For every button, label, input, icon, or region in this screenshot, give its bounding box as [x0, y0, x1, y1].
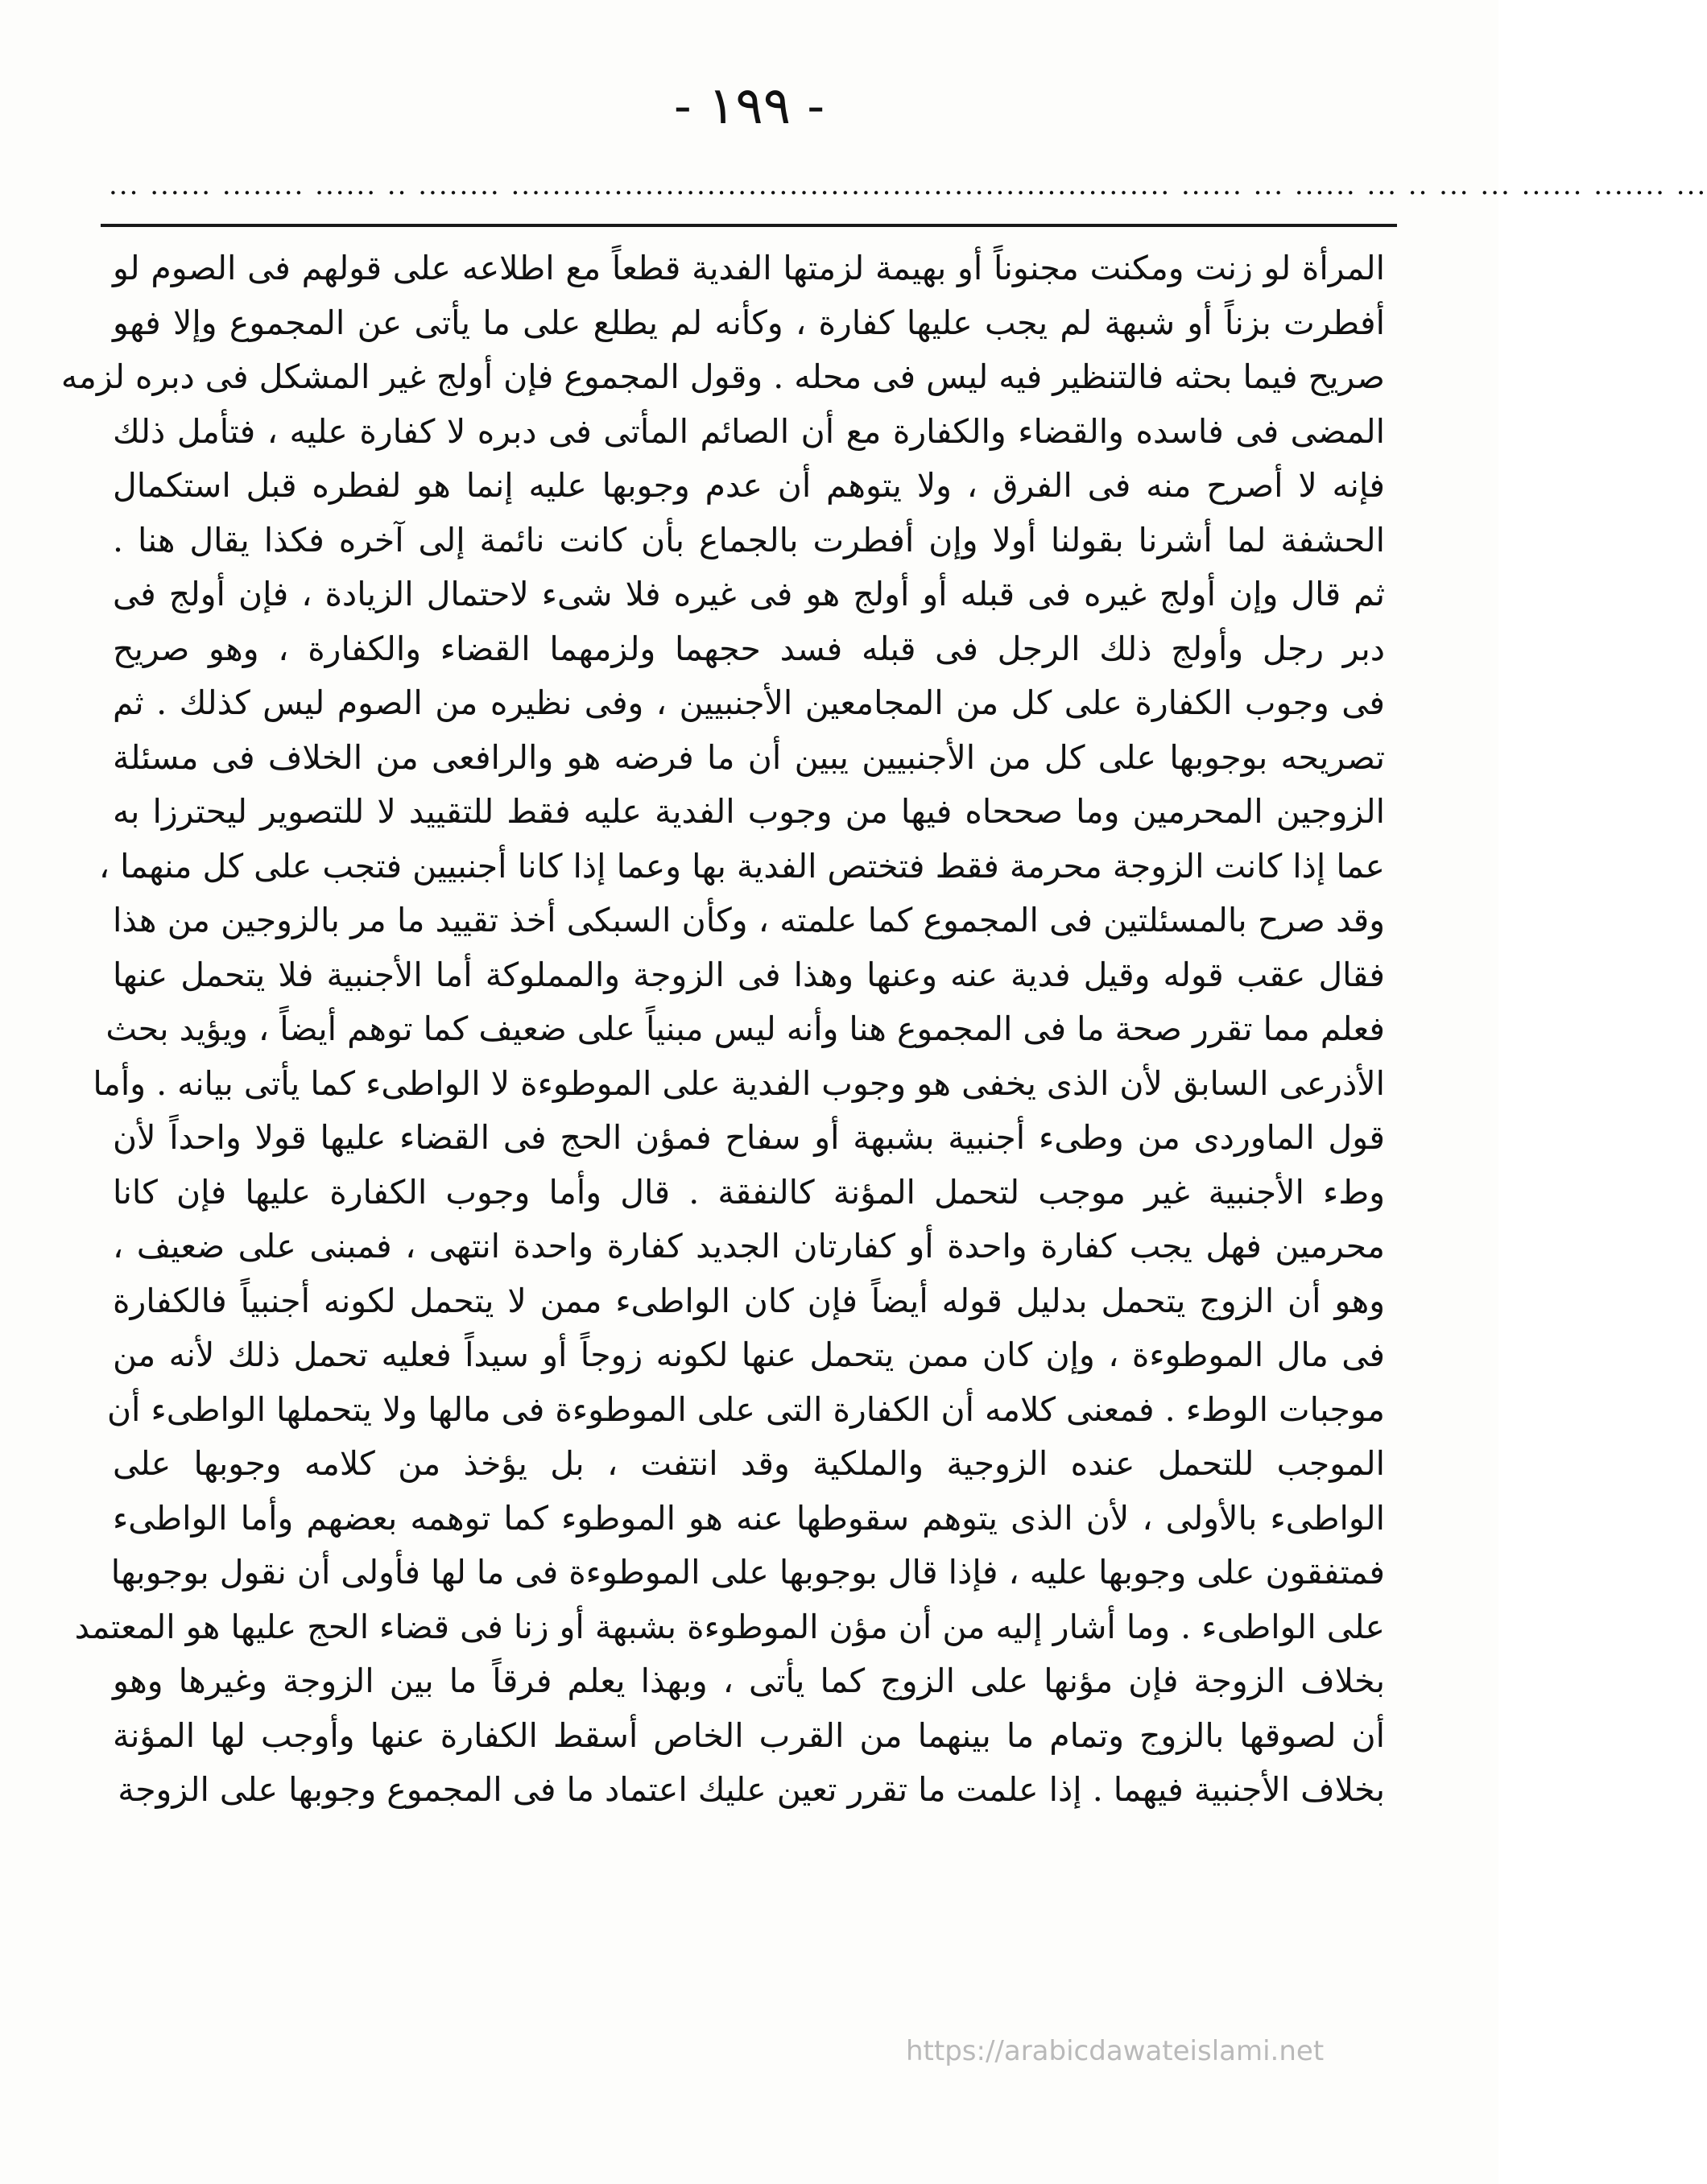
- text-line: فقال عقب قوله وقيل فدية عنه وعنها وهذا فى الزوجة والمملوكة أما الأجنبية فلا يتحمل عنها: [113, 955, 1385, 994]
- text-line: فى مال الموطوءة ، وإن كان ممن يتحمل عنها لكونه زوجاً أو سيداً فعليه تحمل ذلك لأنه من: [113, 1336, 1385, 1374]
- text-line: وطء الأجنبية غير موجب لتحمل المؤنة كالنفقة . قال وأما وجوب الكفارة عليها فإن كانا: [113, 1172, 1385, 1212]
- text-line: قول الماوردى من وطىء أجنبية بشبهة أو سفاح فمؤن الحج فى القضاء عليها قولا واحداً لأن: [113, 1118, 1385, 1157]
- horizontal-rule: [101, 224, 1397, 227]
- text-line: محرمين فهل يجب كفارة واحدة أو كفارتان الجديد كفارة واحدة انتهى ، فمبنى على ضعيف ،: [113, 1227, 1385, 1265]
- text-line: الحشفة لما أشرنا بقولنا أولا وإن أفطرت بالجماع بأن كانت نائمة إلى آخره فكذا يقال هنا .: [113, 520, 1385, 559]
- text-line: الأذرعى السابق لأن الذى يخفى هو وجوب الفدية على الموطوءة لا الواطىء كما يأتى بيانه . وأما: [93, 1063, 1385, 1103]
- text-line: وقد صرح بالمسئلتين فى المجموع كما علمته ، وكأن السبكى أخذ تقييد ما مر بالزوجين من هذا: [113, 901, 1385, 939]
- text-line: الواطىء بالأولى ، لأن الذى يتوهم سقوطها عنه هو الموطوء كما توهمه بعضهم وأما الواطىء: [113, 1498, 1385, 1538]
- text-line: صريح فيما بحثه فالتنظير فيه ليس فى محله . وقول المجموع فإن أولج غير المشكل فى دبره لزمه: [60, 357, 1385, 396]
- text-line: بخلاف الأجنبية فيهما . إذا علمت ما تقرر تعين عليك اعتماد ما فى المجموع وجوبها على الزوجة: [118, 1770, 1385, 1809]
- text-line: الموجب للتحمل عنده الزوجية والملكية وقد انتفت ، بل يؤخذ من كلامه وجوبها على: [113, 1444, 1385, 1483]
- text-line: المضى فى فاسده والقضاء والكفارة مع أن الصائم المأتى فى دبره لا كفارة عليه ، فتأمل ذلك: [113, 411, 1385, 451]
- text-line: فى وجوب الكفارة على كل من المجامعين الأجنبيين ، وفى نظيره من الصوم ليس كذلك . ثم: [113, 683, 1385, 722]
- dotted-separator: ... ...... ........ ...... .. ........ ................................................................ ...... ... ...... ... .. ... ... ...... ....... ...: [109, 169, 1707, 201]
- text-line: بخلاف الزوجة فإن مؤنها على الزوج كما يأتى ، وبهذا يعلم فرقاً ما بين الزوجة وغيرها وهو: [113, 1662, 1385, 1700]
- text-line: موجبات الوطء . فمعنى كلامه أن الكفارة التى على الموطوءة فى مالها ولا يتحملها الواطىء أن: [106, 1389, 1385, 1429]
- text-line: على الواطىء . وما أشار إليه من أن مؤن الموطوءة بشبهة أو زنا فى قضاء الحج عليها هو المعتمد: [74, 1607, 1385, 1646]
- text-line: ثم قال وإن أولج غيره فى قبله أو أولج هو فى غيره فلا شىء لاحتمال الزيادة ، فإن أولج فى: [113, 575, 1385, 613]
- text-line: أن لصوقها بالزوج وتمام ما بينهما من القرب الخاص أسقط الكفارة عنها وأوجب لها المؤنة: [113, 1715, 1385, 1755]
- text-line: فعلم مما تقرر صحة ما فى المجموع هنا وأنه ليس مبنياً على ضعيف كما توهم أيضاً ، ويؤيد بحث: [105, 1009, 1385, 1048]
- text-line: وهو أن الزوج يتحمل بدليل قوله أيضاً فإن كان الواطىء ممن لا يتحمل لكونه أجنبياً فالكفارة: [113, 1281, 1385, 1320]
- text-line: فمتفقون على وجوبها عليه ، فإذا قال بوجوبها على الموطوءة فى ما لها فأولى أن نقول بوجوبها: [110, 1553, 1385, 1592]
- text-line: عما إذا كانت الزوجة محرمة فقط فتختص الفدية بها وعما إذا كانا أجنبيين فتجب على كل منهما ،: [98, 846, 1385, 886]
- text-line: الزوجين المحرمين وما صححاه فيها من وجوب الفدية عليه فقط للتقييد لا للتصوير ليحترزا به: [113, 792, 1385, 831]
- watermark-url: https://arabicdawateislami.net: [906, 2035, 1325, 2067]
- page-text: [60, 242, 1385, 1818]
- text-line: فإنه لا أصرح منه فى الفرق ، ولا يتوهم أن عدم وجوبها عليه إنما هو لفطره قبل استكمال: [113, 466, 1385, 505]
- text-line: تصريحه بوجوبها على كل من الأجنبيين يبين أن ما فرضه هو والرافعى من الخلاف فى مسئلة: [113, 737, 1385, 777]
- text-line: المرأة لو زنت ومكنت مجنوناً أو بهيمة لزمتها الفدية قطعاً مع اطلاعه على قولهم فى الصوم لو: [113, 249, 1385, 287]
- text-line: أفطرت بزناً أو شبهة لم يجب عليها كفارة ، وكأنه لم يطلع على ما يأتى عن المجموع وإلا فهو: [113, 303, 1385, 342]
- page-number: - ١٩٩ -: [673, 76, 825, 136]
- text-line: دبر رجل وأولج ذلك الرجل فى قبله فسد حجهما ولزمهما القضاء والكفارة ، وهو صريح: [113, 629, 1385, 668]
